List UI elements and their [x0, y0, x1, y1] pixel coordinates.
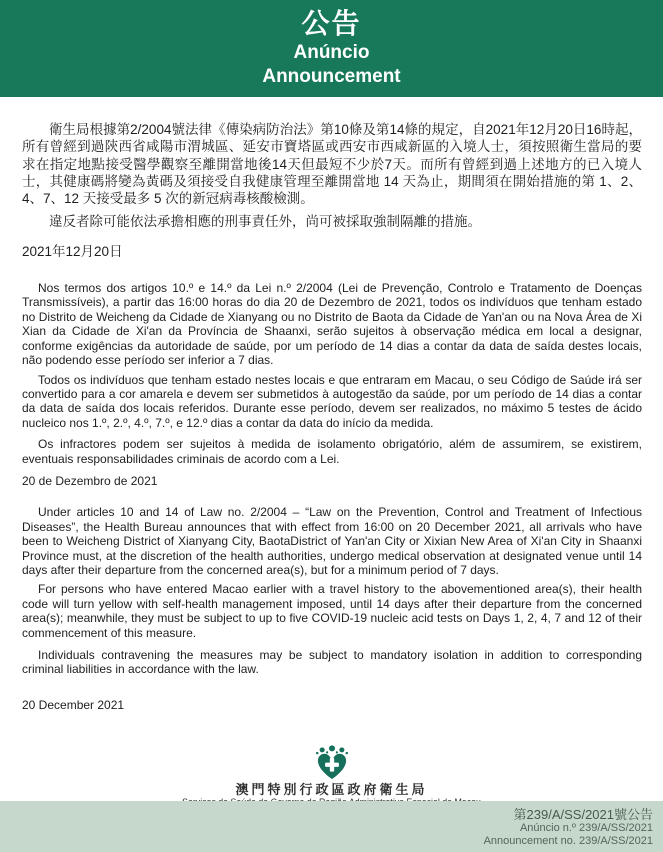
header-banner — [0, 0, 663, 97]
section-chinese — [22, 121, 642, 260]
health-bureau-logo — [0, 744, 663, 808]
portuguese-date: 20 de Dezembro de 2021 — [22, 473, 158, 488]
reference-footer — [0, 801, 663, 852]
section-portuguese — [22, 281, 642, 488]
title-zh: 公告 — [301, 8, 362, 39]
org-name-zh: 澳門特別行政區政府衛生局 — [235, 782, 428, 797]
heart-cross-people-icon — [313, 744, 351, 780]
portuguese-paragraph-2: Todos os indivíduos que tenham estado nestes locais e que entraram em Macau, o seu Código de Saúde irá ser convertido para a cor amarela e devem ser submetidos à autogestão da saúde, por um período de 14 dias a contar da data de saída dos locais referidos. Durante esse período, devem ser realizados, no máximo 5 testes de ácido nucleico nos 1.º, 2.º, 4.º, 7.º, e 12.º dias a contar da data do início da medida. — [22, 372, 642, 430]
title-en: Announcement — [262, 66, 401, 87]
reference-number-en: Announcement no. 239/A/SS/2021 — [483, 834, 653, 847]
section-english — [22, 505, 642, 712]
english-paragraph-1: Under articles 10 and 14 of Law no. 2/2004 – “Law on the Prevention, Control and Treatment of Infectious Diseases”, the Health Bureau announces that with effect from 16:00 on 20 December 2021, all arrivals who have been to Weicheng District of Xianyang City, BaotaDistrict of Yan'an City or Xixian New Area of Xi'an City in Shaanxi Province must, at the discretion of the health authorities, undergo medical observation at designated venue until 14 days after their departure from the concerned area(s), but for a minimum period of 7 days. — [22, 505, 642, 577]
portuguese-paragraph-3: Os infractores podem ser sujeitos à medida de isolamento obrigatório, além de assumirem, se existirem, eventuais responsabilidades criminais de acordo com a Lei. — [22, 437, 642, 466]
portuguese-paragraph-1: Nos termos dos artigos 10.º e 14.º da Lei n.º 2/2004 (Lei de Prevenção, Controlo e Tratamento de Doenças Transmissíveis), a partir das 16:00 horas do dia 20 de Dezembro de 2021, todos os indivíduos que tenham estado no Distrito de Weicheng da Cidade de Xianyang ou no Distrito de Baota da Cidade de Yan'an ou na Nova Área de Xi Xian da Cidade de Xi'an da Província de Shaanxi, serão sujeitos à observação médica em local a designar, conforme exigências da autoridade de saúde, por um período de 14 dias a contar da data de saída destes locais, não podendo esse período ser inferior a 7 dias. — [22, 281, 642, 368]
english-date: 20 December 2021 — [22, 697, 125, 712]
english-paragraph-2: For persons who have entered Macao earlier with a travel history to the abovementioned area(s), their health code will turn yellow with self-health management imposed, until 14 days after their departure from the concerned area(s); meanwhile, they must be subject to up to five COVID-19 nucleic acid tests on Days 1, 2, 4, 7 and 12 of their commencement of this measure. — [22, 582, 642, 640]
chinese-date: 2021年12月20日 — [22, 243, 123, 259]
english-paragraph-3: Individuals contravening the measures may be subject to mandatory isolation in addition to corresponding criminal liabilities in accordance with the law. — [22, 648, 642, 677]
title-pt: Anúncio — [293, 42, 370, 63]
chinese-paragraph-1: 衛生局根據第2/2004號法律《傳染病防治法》第10條及第14條的規定，自2021年12月20日16時起，所有曾經到過陝西省咸陽市渭城區、延安市寶塔區或西安市西咸新區的入境人士，須按照衛生當局的要求在指定地點接受醫學觀察至離開當地後14天但最短不少於7天。而所有曾經到過上述地方的已入境人士，其健康碼將變為黃碼及須接受自我健康管理至離開當地 14 天為止，期間須在開始措施的第 1、2、4、7、12 天接受最多 5 次的新冠病毒核酸檢測。 — [22, 122, 642, 207]
document-body — [0, 97, 663, 712]
reference-number-zh: 第239/A/SS/2021號公告 — [513, 807, 653, 822]
chinese-paragraph-2: 違反者除可能依法承擔相應的刑事責任外，尚可被採取強制隔離的措施。 — [49, 214, 481, 230]
reference-number-pt: Anúncio n.º 239/A/SS/2021 — [519, 822, 653, 834]
